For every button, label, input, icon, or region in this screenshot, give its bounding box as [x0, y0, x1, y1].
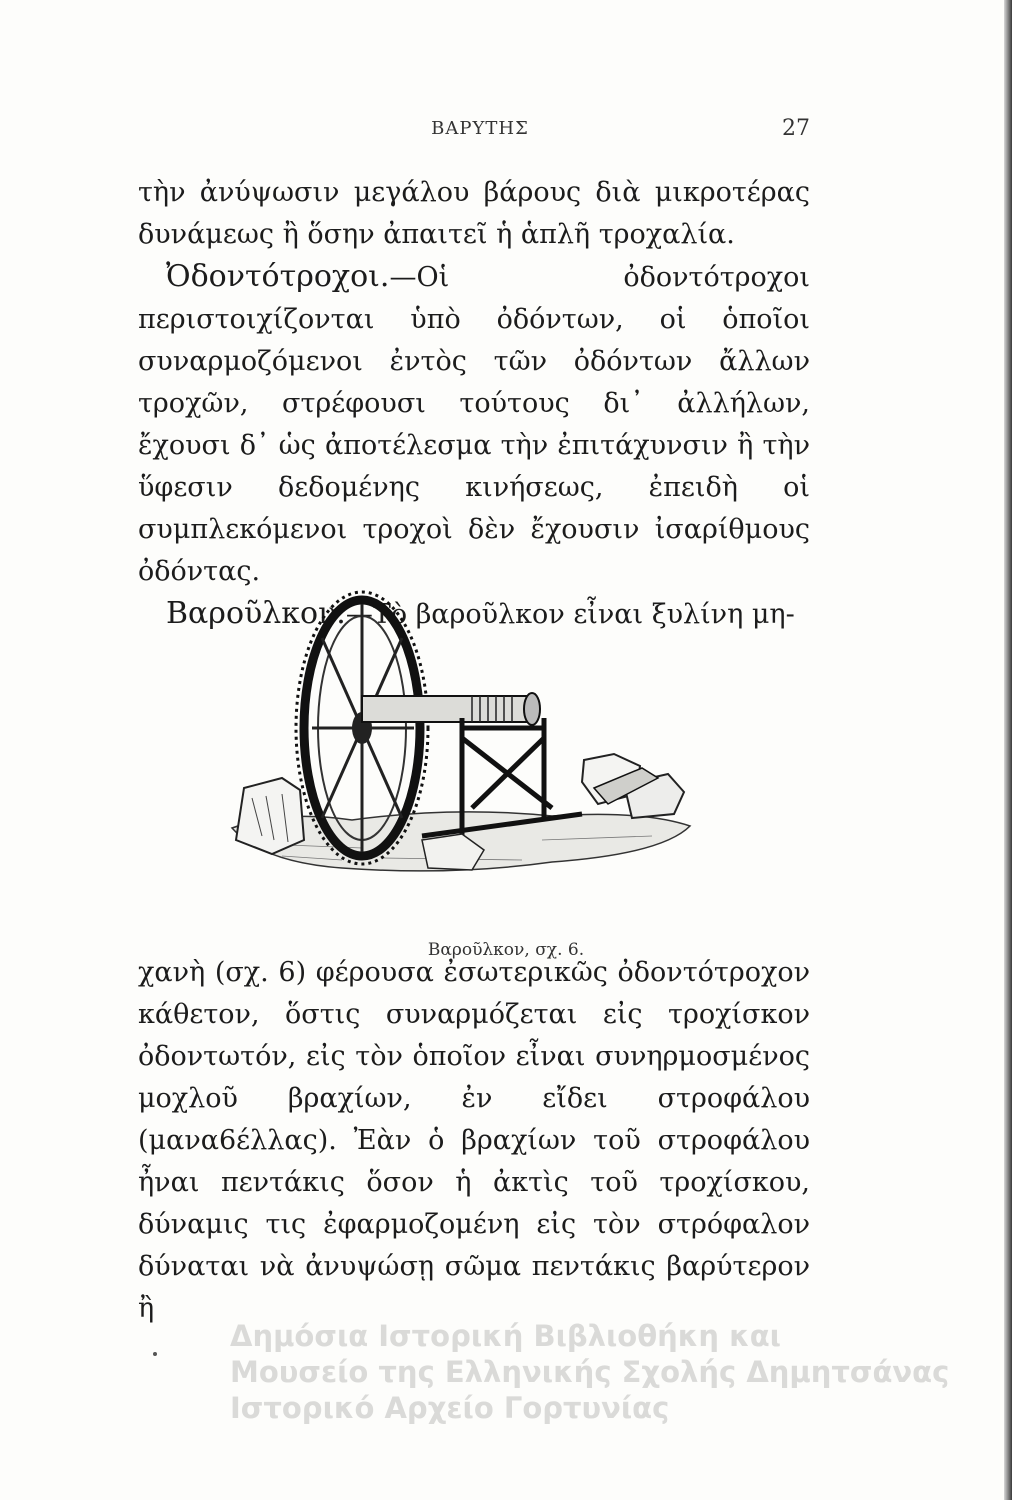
paragraph-body-gear-wheels: —Οἱ ὀδοντότροχοι περιστοιχίζονται ὑπὸ ὀδόντων, οἱ ὁποῖοι συναρμοζόμενοι ἐντὸς τῶν ὀδόντων ἄλλων τροχῶν, στρέφουσι τούτους δι᾽ ἀλλήλων, ἔχουσι δ᾽ ὡς ἀποτέλεσμα τὴν ἐπιτάχυνσιν ἢ τὴν ὕφεσιν δεδομένης κινήσεως, ἐπειδὴ οἱ συμπλεκόμενοι τροχοὶ δὲν ἔχουσιν ἰσαρίθμους ὀδόντας.	[138, 262, 810, 587]
scan-speck	[153, 1352, 157, 1356]
section-title-gear-wheels: Ὀδοντότροχοι.	[166, 259, 390, 294]
figure-caption: Βαροῦλκον, σχ. 6.	[427, 940, 585, 960]
watermark-line-1: Δημόσια Ιστορική Βιβλιοθήκη και	[230, 1319, 781, 1353]
section-title-winch: Βαροῦλκον.	[166, 596, 346, 631]
body-text-bottom	[138, 952, 810, 1330]
watermark-line-2: Μουσείο της Ελληνικής Σχολής Δημητσάνας	[230, 1355, 950, 1389]
winch-engraving-figure	[222, 578, 700, 896]
body-text-top	[138, 172, 810, 636]
scan-page-edge	[1004, 0, 1012, 1500]
running-head: ΒΑΡΥΤΗΣ	[431, 118, 529, 139]
page-header	[150, 118, 810, 148]
library-watermark	[230, 1318, 990, 1426]
watermark-line-3: Ιστορικό Αρχείο Γορτυνίας	[230, 1391, 670, 1425]
paragraph-winch-continued: χανὴ (σχ. 6) φέρουσα ἐσωτερικῶς ὀδοντότροχον κάθετον, ὅστις συναρμόζεται εἰς τροχίσκον ὀδοντωτόν, εἰς τὸν ὁποῖον εἶναι συνηρμοσμένος μοχλοῦ βραχίων, ἐν εἴδει στροφάλου (μανα6έλλας). Ἐὰν ὁ βραχίων τοῦ στροφάλου ἦναι πεντάκις ὅσον ἡ ἀκτὶς τοῦ τροχίσκου, δύναμις τις ἐφαρμοζομένη εἰς τὸν στρόφαλον δύναται νὰ ἀνυψώσῃ σῶμα πεντάκις βαρύτερον ἢ	[138, 957, 810, 1324]
paragraph-continuation: τὴν ἀνύψωσιν μεγάλου βάρους διὰ μικροτέρας δυνάμεως ἢ ὅσην ἀπαιτεῖ ἡ ἁπλῆ τροχαλία.	[138, 177, 810, 250]
page-number: 27	[782, 116, 810, 141]
paragraph-gear-wheels	[138, 256, 810, 593]
paragraph-body-winch: —Τὸ βαροῦλκον εἶναι ξυλίνη μη-	[345, 599, 795, 630]
